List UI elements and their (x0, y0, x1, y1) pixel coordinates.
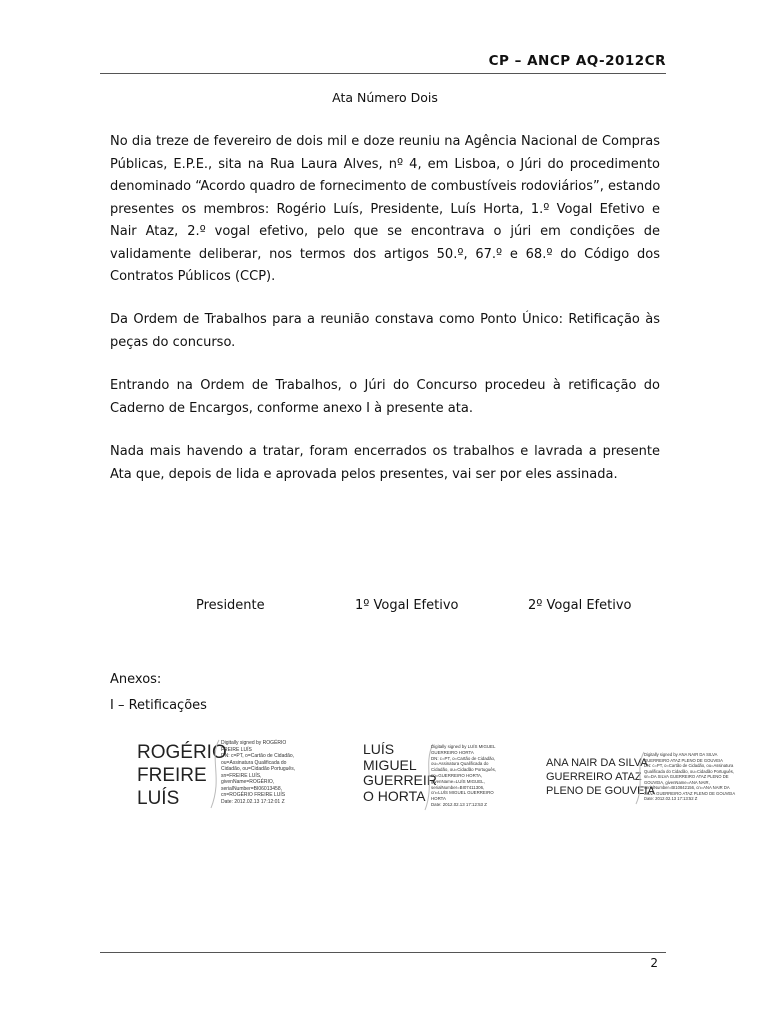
signatory-vogal2-label: 2º Vogal Efetivo (528, 598, 632, 613)
signature-details (431, 744, 496, 808)
signature-detail-line: ou=Assinatura Qualificada do (431, 761, 489, 767)
signature-name-line: LUÍS (137, 788, 180, 809)
signature-detail-line: cn=LUÍS MIGUEL GUERREIRO (431, 790, 494, 796)
paragraph-line: Nada mais havendo a tratar, foram encerrados os trabalhos e lavrada a presente (110, 444, 660, 459)
document-title (0, 90, 770, 105)
signature-name-line: O HORTA (363, 787, 426, 804)
footer-divider (100, 952, 666, 953)
signature-detail-line: sn=FREIRE LUÍS, (221, 772, 262, 779)
signature-detail-line: sn=DA SILVA GUERREIRO ATAZ PLENO DE (644, 774, 729, 779)
signature-detail-line: DN: c=PT, o=Cartão de Cidadão, (221, 753, 295, 759)
signature-detail-line: ou=Assinatura Qualificada do (221, 759, 287, 766)
signatory-presidente-label: Presidente (196, 598, 265, 613)
signature-detail-line: Qualificada do Cidadão, ou=Cidadão Português, (644, 768, 734, 774)
signature-detail-line: HORTA (431, 796, 446, 802)
signature-name-line: GUERREIRO ATAZ (546, 771, 642, 783)
signature-detail-line: Digitally signed by LUÍS MIGUEL (431, 744, 496, 749)
signature-name-line: FREIRE (137, 765, 207, 786)
digital-signature-luis (363, 742, 523, 822)
paragraph-closing (110, 441, 660, 486)
signature-details (221, 740, 295, 805)
signature-detail-line: Cidadão, ou=Cidadão Português, (221, 766, 296, 772)
signature-detail-line: givenName=LUÍS MIGUEL, (431, 778, 485, 784)
signature-detail-line: GOUVEIA, givenName=ANA NAIR, (644, 779, 710, 785)
signature-name-line: ROGÉRIO (137, 742, 227, 763)
annex-item: I – Retificações (110, 698, 207, 713)
signature-detail-line: serialNumber=BI10842156, cn=ANA NAIR DA (644, 785, 730, 790)
signature-detail-line: sn=GUERREIRO HORTA, (431, 772, 483, 778)
signature-detail-line: FREIRE LUÍS (221, 746, 252, 753)
paragraph-opening (110, 131, 660, 289)
paragraph-line: denominado “Acordo quadro de fornecimento de combustíveis rodoviários”, estando (110, 179, 661, 194)
signatory-vogal1-label: 1º Vogal Efetivo (355, 598, 459, 613)
signature-detail-line: Date: 2012.02.13 17:12:53 Z (431, 801, 487, 807)
signature-detail-line: GUERREIRO ATAZ PLENO DE GOUVEIA (644, 757, 723, 763)
signature-name-line: PLENO DE GOUVEIA (546, 785, 655, 797)
paragraph-proceedings (110, 375, 660, 420)
paragraph-line: peças do concurso. (110, 334, 236, 350)
signature-detail-line: serialNumber=BI06013458, (221, 785, 283, 792)
page-number: 2 (650, 956, 658, 970)
signature-detail-line: SILVA GUERREIRO ATAZ PLENO DE GOUVEIA (644, 790, 736, 796)
signature-name-line: ANA NAIR DA SILVA (546, 757, 648, 769)
paragraph-line: No dia treze de fevereiro de dois mil e doze reuniu na Agência Nacional de Compras (110, 134, 660, 149)
signature-detail-line: Cidadão, ou=Cidadão Português, (431, 767, 497, 773)
signature-detail-line: Digitally signed by ROGÉRIO (221, 740, 287, 746)
header-divider (100, 73, 666, 74)
paragraph-line: validamente deliberar, nos termos dos artigos 50.º, 67.º e 68.º do Código dos (110, 246, 660, 262)
signature-detail-line: GUERREIRO HORTA (431, 749, 474, 755)
signature-detail-line: DN: c=PT, o=Cartão de Cidadão, ou=Assinatura (644, 763, 734, 768)
signature-detail-line: givenName=ROGÉRIO, (221, 779, 275, 785)
paragraph-line: Nair Ataz, 2.º vogal efetivo, pelo que se encontrava o júri em condições de (110, 224, 660, 239)
paragraph-line: Entrando na Ordem de Trabalhos, o Júri do Concurso procedeu à retificação do (110, 378, 660, 393)
signature-detail-line: DN: c=PT, o=Cartão de Cidadão, (431, 755, 496, 761)
signature-detail-line: serialNumber=BI07411306, (431, 784, 485, 790)
annexes-section (110, 667, 207, 719)
signature-detail-line: Digitally signed by ANA NAIR DA SILVA (644, 752, 718, 757)
digital-signature-rogerio (137, 738, 317, 818)
paragraph-line: Ata que, depois de lida e aprovada pelos presentes, vai ser por eles assinada. (110, 466, 618, 482)
signature-name-line: LUÍS (363, 741, 395, 757)
digital-signature-ana (546, 750, 736, 810)
annexes-heading: Anexos: (110, 672, 162, 687)
paragraph-line: Públicas, E.P.E., sita na Rua Laura Alves, nº 4, em Lisboa, o Júri do procedimento (110, 156, 660, 172)
signature-name-line: MIGUEL (363, 756, 417, 773)
paragraph-line: Caderno de Encargos, conforme anexo I à presente ata. (110, 400, 473, 416)
header-title: CP – ANCP AQ-2012CR (488, 53, 666, 69)
signature-name-line: GUERREIR (363, 772, 437, 788)
document-title-text: Ata Número Dois (332, 90, 438, 105)
signature-detail-line: Date: 2012.02.13 17:12:01 Z (221, 798, 285, 805)
paragraph-agenda (110, 309, 660, 354)
signature-detail-line: Date: 2012.02.13 17:13:52 Z (644, 796, 698, 801)
signature-details (644, 752, 735, 802)
paragraph-line: presentes os membros: Rogério Luís, Presidente, Luís Horta, 1.º Vogal Efetivo e (110, 201, 660, 217)
signature-detail-line: cn=ROGÉRIO FREIRE LUÍS (221, 792, 286, 798)
paragraph-line: Da Ordem de Trabalhos para a reunião constava como Ponto Único: Retificação às (110, 312, 660, 327)
paragraph-line: Contratos Públicos (CCP). (110, 269, 276, 284)
